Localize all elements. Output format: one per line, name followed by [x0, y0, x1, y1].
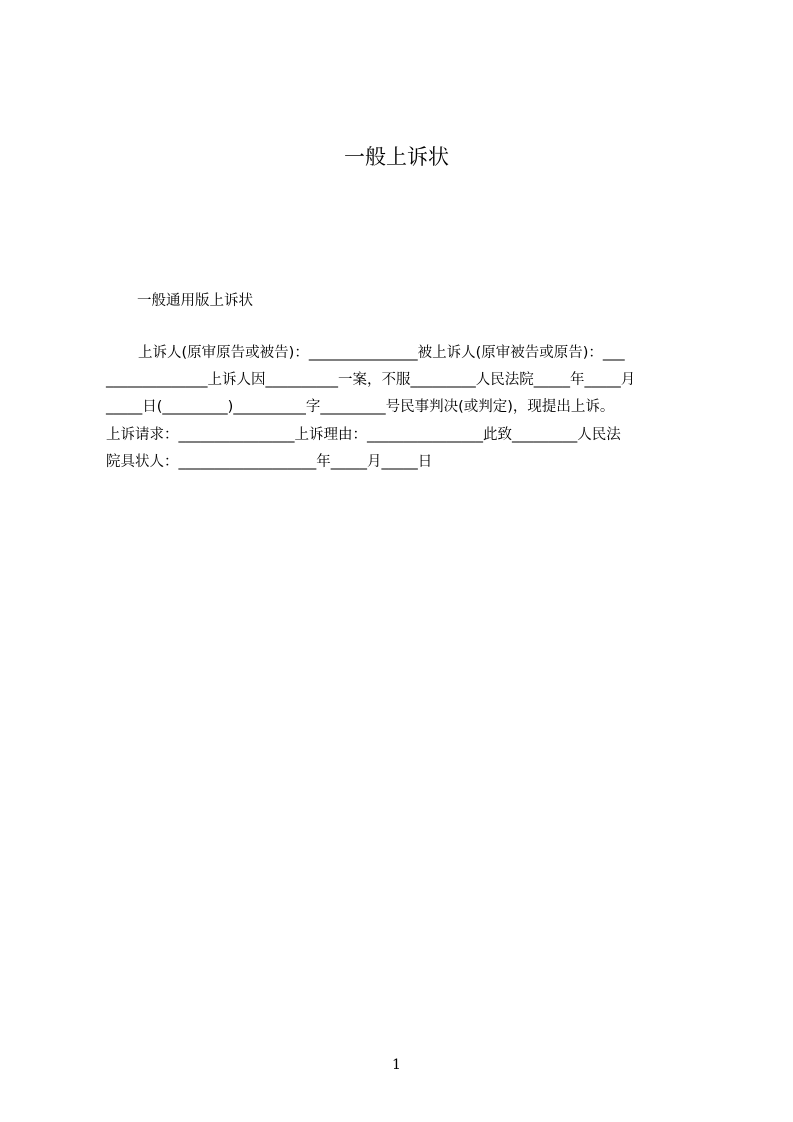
- body-line: 上诉请求：________________上诉理由：________________此致_________人民法: [106, 427, 621, 443]
- document-title: 一般上诉状: [344, 145, 449, 169]
- body-line: 院具状人：___________________年_____月_____日: [106, 454, 433, 470]
- body-line: 上诉人(原审原告或被告)：_______________被上诉人(原审被告或原告)：___: [138, 345, 625, 361]
- body-line: ______________上诉人因__________一案，不服_________人民法院_____年_____月: [106, 372, 636, 388]
- document-subheading: 一般通用版上诉状: [137, 293, 253, 309]
- body-line: _____日(_________)__________字_________号民事判决(或判定)，现提出上诉。: [106, 399, 615, 415]
- page-number: 1: [392, 1057, 401, 1073]
